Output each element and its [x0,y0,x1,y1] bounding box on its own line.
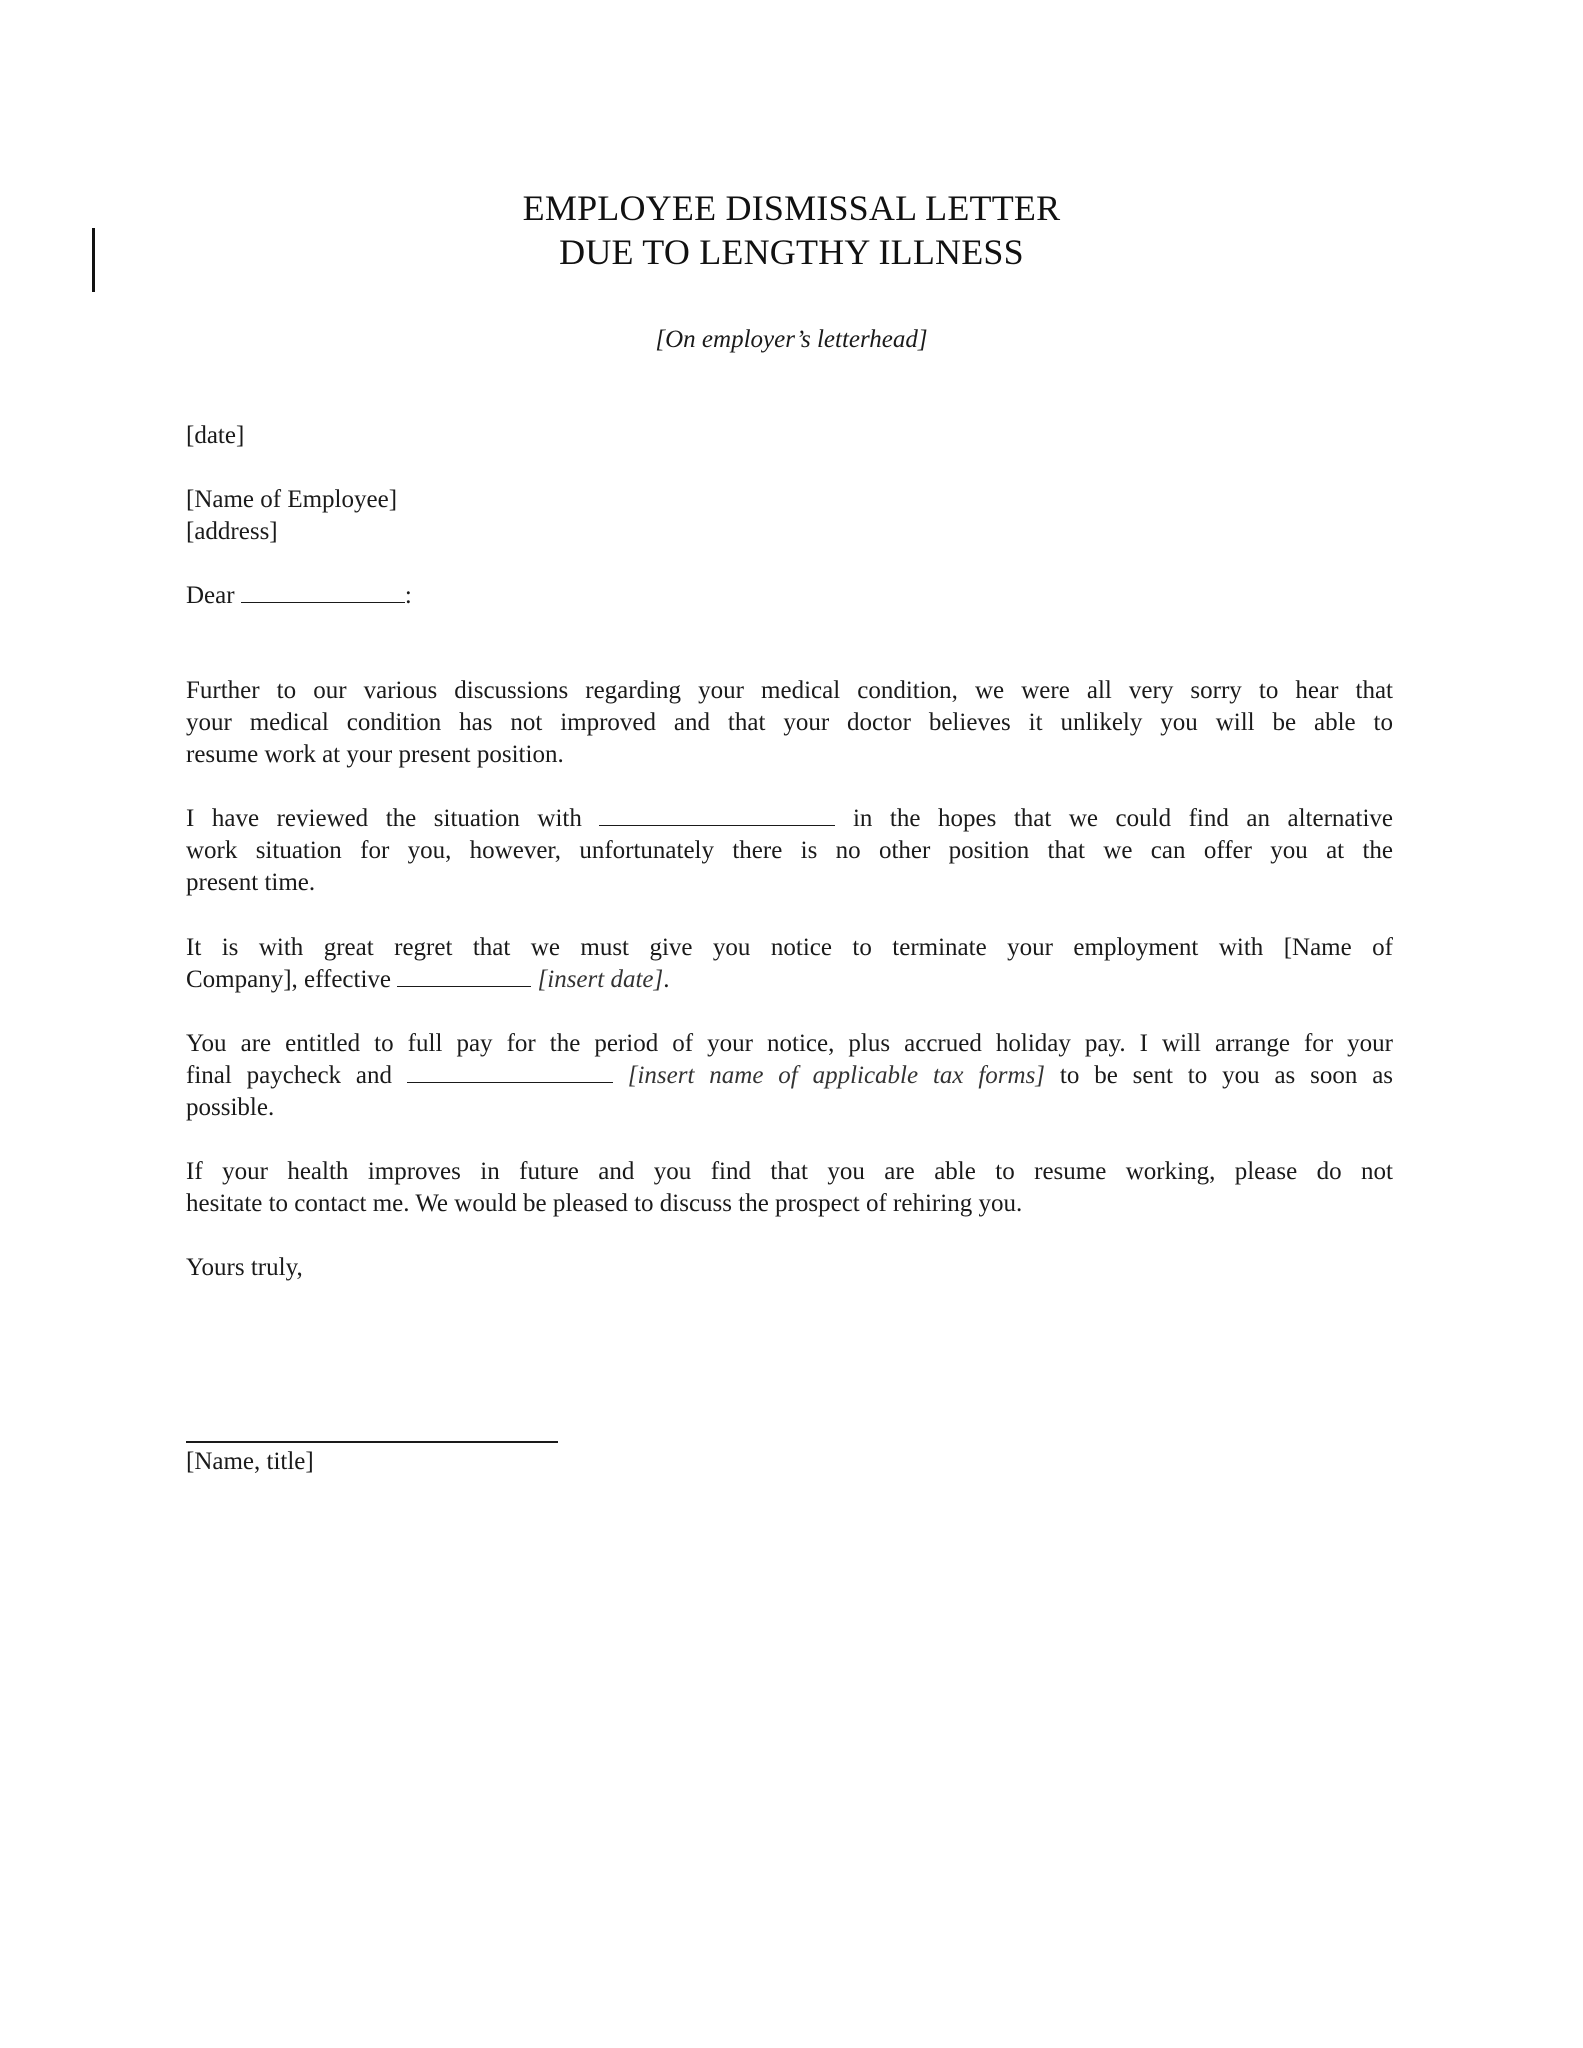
paragraph-line [186,803,1393,835]
paragraph-line [186,1060,1393,1092]
signatory: [Name, title] [186,1448,314,1475]
salutation-suffix: : [404,582,412,609]
paragraph-final-pay [186,1028,1393,1124]
date-placeholder: [date] [186,422,245,449]
signature-line[interactable] [186,1441,558,1443]
text-fragment: Company], effective [186,966,392,993]
letterhead-note: [On employer’s letterhead] [655,326,928,353]
document-title-line-1: EMPLOYEE DISMISSAL LETTER [522,188,1061,228]
paragraph-line: hesitate to contact me. We would be pleased to discuss the prospect of rehiring you. [186,1190,1023,1217]
paragraph-line: You are entitled to full pay for the period of your notice, plus accrued holiday pay. I will arrange for your [186,1030,1393,1057]
closing: Yours truly, [186,1254,303,1281]
paragraph-line: your medical condition has not improved and that your doctor believes it unlikely you will be able to [186,709,1393,736]
text-fragment: I have reviewed the situation with [186,805,582,832]
tax-forms-blank[interactable] [407,1062,613,1083]
recipient-address: [address] [186,518,278,545]
paragraph-rehire [186,1156,1393,1220]
text-fragment: in the hopes that we could find an alternative [852,805,1394,832]
reviewer-blank[interactable] [599,805,835,826]
document-title-line-2: DUE TO LENGTHY ILLNESS [559,232,1024,272]
paragraph-line: If your health improves in future and you find that you are able to resume working, please do not [186,1158,1393,1185]
paragraph-medical-condition [186,675,1393,771]
paragraph-termination [186,932,1393,996]
tax-forms-hint: [insert name of applicable tax forms] [627,1062,1046,1089]
salutation-prefix: Dear [186,582,235,609]
paragraph-review [186,803,1393,899]
recipient-name: [Name of Employee] [186,486,398,513]
text-fragment: . [663,966,670,993]
effective-date-blank[interactable] [397,966,531,987]
paragraph-line: resume work at your present position. [186,741,564,768]
salutation [186,580,412,612]
text-fragment: to be sent to you as soon as [1059,1062,1394,1089]
insert-date-hint: [insert date] [537,966,664,993]
paragraph-line: present time. [186,869,316,896]
paragraph-line: possible. [186,1094,275,1121]
recipient-blank[interactable] [241,582,405,603]
paragraph-line [186,964,1393,996]
text-fragment: final paycheck and [186,1062,393,1089]
paragraph-line: work situation for you, however, unfortunately there is no other position that we can offer you at the [186,837,1393,864]
paragraph-line: It is with great regret that we must give you notice to terminate your employment with [Name of [186,934,1393,961]
paragraph-line: Further to our various discussions regarding your medical condition, we were all very sorry to hear that [186,677,1393,704]
